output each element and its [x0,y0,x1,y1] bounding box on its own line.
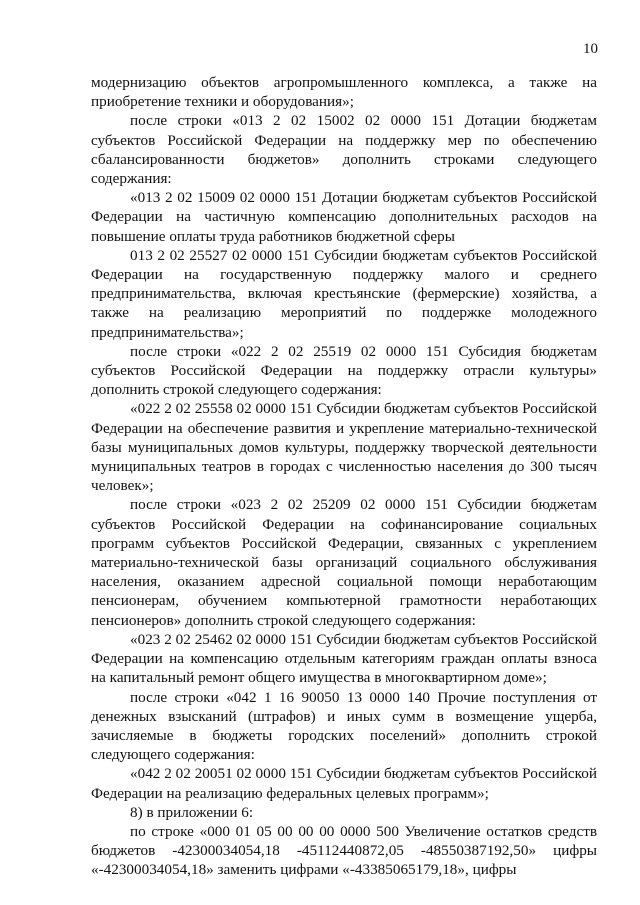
paragraph: «013 2 02 15009 02 0000 151 Дотации бюджетам субъектов Российской Федерации на частичную компенсацию дополнительных расходов на повышение оплаты труда работников бюджетной сферы [91,189,597,245]
paragraph: после строки «022 2 02 25519 02 0000 151 Субсидия бюджетам субъектов Российской Федерации на поддержку отрасли культуры» дополнить строкой следующего содержания: [91,342,597,399]
body-text [91,73,597,880]
paragraph: после строки «042 1 16 90050 13 0000 140 Прочие поступления от денежных взысканий (штрафов) и иных сумм в возмещение ущерба, зачисляемые в бюджеты городских поселений» дополнить строкой следующего содержания: [91,688,597,764]
paragraph: после строки «023 2 02 25209 02 0000 151 Субсидии бюджетам субъектов Российской Федерации на софинансирование социальных программ субъектов Российской Федерации, связанных с укреплением материально-технической базы организаций социального обслуживания населения, оказанием адресной социальной помощи неработающим пенсионерам, обучением компьютерной грамотности неработающих пенсионеров» дополнить строкой следующего содержания: [91,496,597,629]
paragraph: «042 2 02 20051 02 0000 151 Субсидии бюджетам субъектов Российской Федерации на реализацию федеральных целевых программ»; [91,765,597,802]
paragraph: «022 2 02 25558 02 0000 151 Субсидии бюджетам субъектов Российской Федерации на обеспечение развития и укрепление материально-технической базы муниципальных домов культуры, поддержку творческой деятельности муниципальных театров в городах с численностью населения до 300 тысяч человек»; [91,400,597,495]
paragraph: 8) в приложении 6: [130,803,254,821]
paragraph: 013 2 02 25527 02 0000 151 Субсидии бюджетам субъектов Российской Федерации на государственную поддержку малого и среднего предпринимательства, включая крестьянские (фермерские) хозяйства, а также на реализацию мероприятий по поддержке молодежного предпринимательства»; [91,246,597,341]
paragraph: «023 2 02 25462 02 0000 151 Субсидии бюджетам субъектов Российской Федерации на компенсацию отдельным категориям граждан оплаты взноса на капитальный ремонт общего имущества в многоквартирном доме»; [91,630,597,687]
paragraph: по строке «000 01 05 00 00 00 0000 500 Увеличение остатков средств бюджетов -42300034054,18 -45112440872,05 -48550387192,50» цифры «-42300034054,18» заменить цифрами «-43385065179,18», цифры [91,822,597,879]
paragraph: модернизацию объектов агропромышленного комплекса, а также на приобретение техники и оборудования»; [91,74,597,111]
page-number: 10 [583,41,598,57]
paragraph: после строки «013 2 02 15002 02 0000 151 Дотации бюджетам субъектов Российской Федерации на поддержку мер по обеспечению сбалансированности бюджетов» дополнить строками следующего содержания: [91,112,597,188]
